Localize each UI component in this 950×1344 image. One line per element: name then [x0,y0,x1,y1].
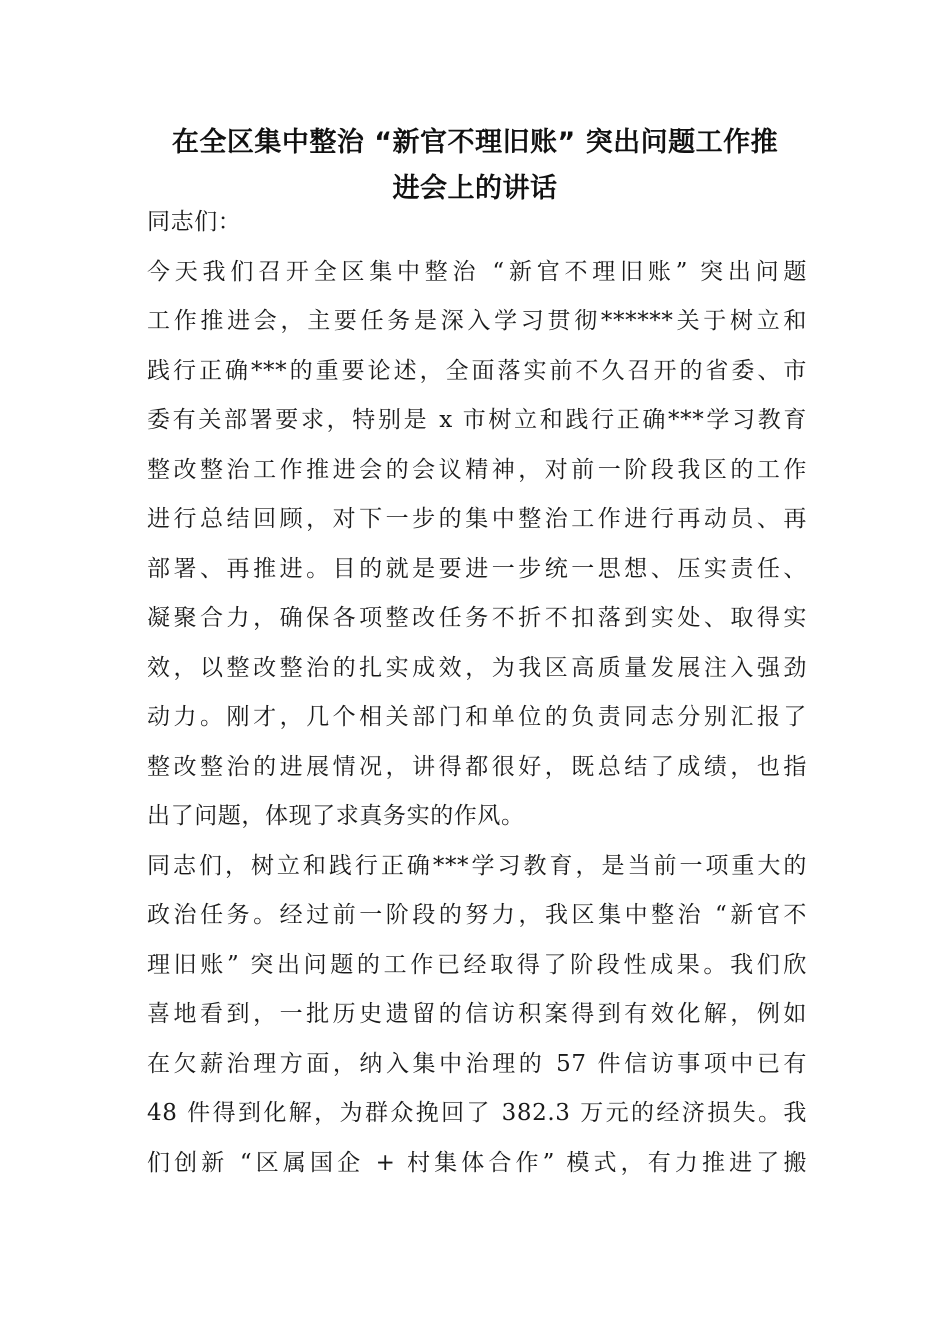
body-line: 凝聚合力，确保各项整改任务不折不扣落到实处、取得实 [147,605,807,631]
body-line: 委有关部署要求，特别是 x 市树立和践行正确***学习教育 [147,407,807,433]
body-line: 们创新 “区属国企 + 村集体合作” 模式，有力推进了搬 [147,1149,807,1176]
body-line: 喜地看到，一批历史遗留的信访积案得到有效化解，例如 [147,1001,807,1027]
body-line: 在欠薪治理方面，纳入集中治理的 57 件信访事项中已有 [147,1050,807,1077]
body-line: 整改整治的进展情况，讲得都很好，既总结了成绩，也指 [147,753,807,780]
body-line: 动力。刚才，几个相关部门和单位的负责同志分别汇报了 [147,704,807,730]
body-line: 48 件得到化解，为群众挽回了 382.3 万元的经济损失。我 [147,1100,807,1126]
body-line: 践行正确***的重要论述，全面落实前不久召开的省委、市 [147,357,807,384]
title-line-2: 进会上的讲话 [392,173,558,204]
body-line: 效，以整改整治的扎实成效，为我区高质量发展注入强劲 [147,654,807,681]
body-line: 进行总结回顾，对下一步的集中整治工作进行再动员、再 [147,506,807,532]
body-line: 同志们，树立和践行正确***学习教育，是当前一项重大的 [147,852,807,879]
body-line: 整改整治工作推进会的会议精神，对前一阶段我区的工作 [147,456,807,483]
body-line: 出了问题，体现了求真务实的作风。 [147,803,525,829]
title-line-1: 在全区集中整治 “新官不理旧账” 突出问题工作推 [171,127,779,158]
body-line: 同志们： [147,209,242,235]
body-line: 理旧账” 突出问题的工作已经取得了阶段性成果。我们欣 [147,951,807,978]
body-line: 政治任务。经过前一阶段的努力，我区集中整治 “新官不 [147,902,807,928]
body-line: 部署、再推进。目的就是要进一步统一思想、压实责任、 [147,555,807,582]
body-line: 工作推进会，主要任务是深入学习贯彻******关于树立和 [147,308,807,334]
document-body [147,198,807,1188]
body-line: 今天我们召开全区集中整治 “新官不理旧账” 突出问题 [147,258,807,285]
